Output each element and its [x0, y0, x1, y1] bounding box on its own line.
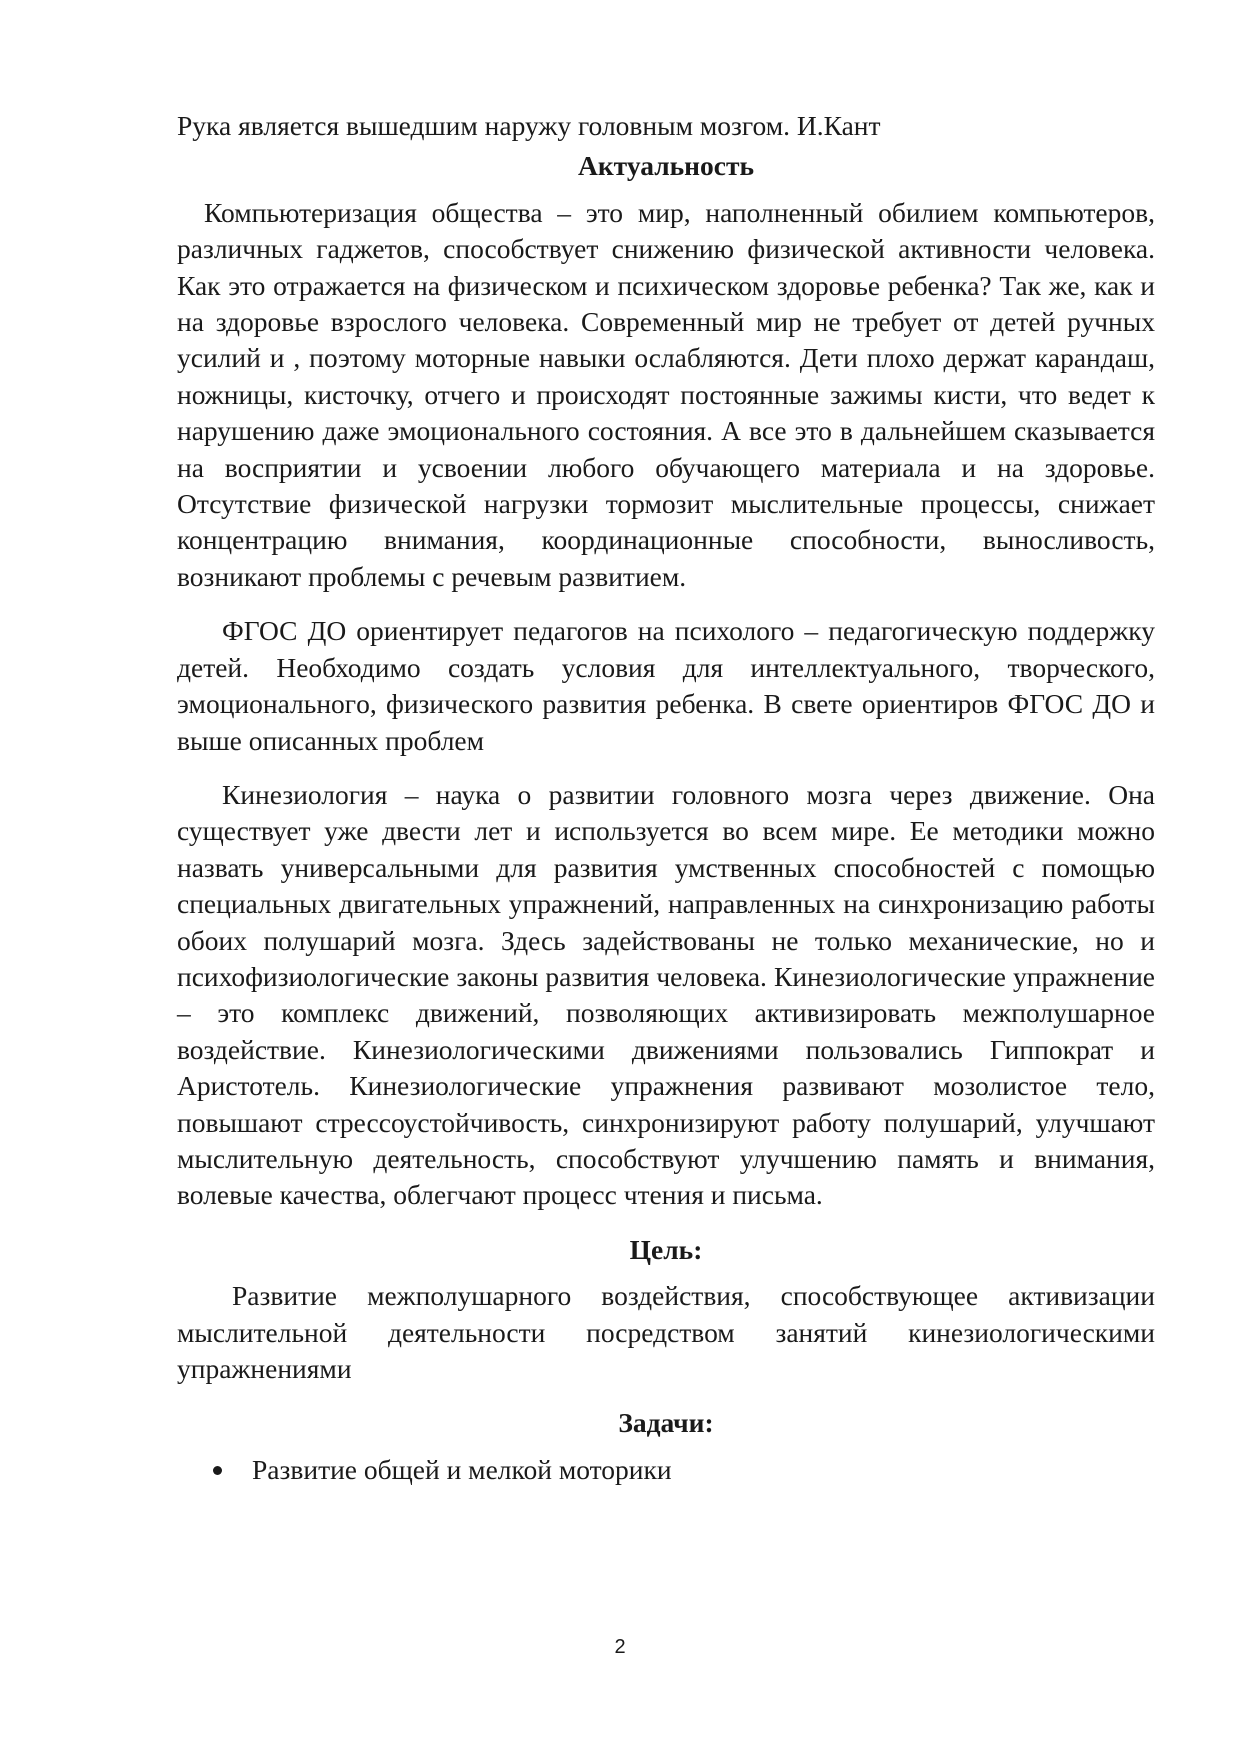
goal-text: Развитие межполушарного воздействия, способствующее активизации мыслительной деятельности посредством занятий кинезиологическими упражнениями — [177, 1280, 1155, 1384]
tasks-section — [177, 1405, 1155, 1488]
task-item-text: Развитие общей и мелкой моторики — [252, 1453, 672, 1485]
relevance-paragraph-1: Компьютеризация общества – это мир, наполненный обилием компьютеров, различных гаджетов, способствует снижению физической активности человека. Как это отражается на физическом и психическом здоровье ребенка? Так же, как и на здоровье взрослого человека. Современный мир не требует от детей ручных усилий и , поэтому моторные навыки ослабляются. Дети плохо держат карандаш, ножницы, кисточку, отчего и происходят постоянные зажимы кисти, что ведет к нарушению даже эмоционального состояния. А все это в дальнейшем сказывается на восприятии и усвоении любого обучающего материала и на здоровье. Отсутствие физической нагрузки тормозит мыслительные процессы, снижает концентрацию внимания, координационные способности, выносливость, возникают проблемы с речевым развитием. — [177, 196, 1155, 592]
tasks-heading: Задачи: — [618, 1407, 714, 1439]
relevance-heading: Актуальность — [577, 150, 755, 182]
goal-section — [177, 1232, 1155, 1388]
task-list — [177, 1452, 1155, 1488]
relevance-paragraph-2: ФГОС ДО ориентирует педагогов на психолого – педагогическую поддержку детей. Необходимо создать условия для интеллектуального, творческого, эмоциональногo, физического развития ребенка. В свете ориентиров ФГОС ДО и выше описанных проблем — [177, 615, 1155, 756]
goal-heading: Цель: — [629, 1233, 703, 1265]
bullet-icon — [213, 1466, 222, 1475]
epigraph: Рука является вышедшим наружу головным мозгом. И.Кант — [177, 110, 881, 141]
relevance-paragraph-3: Кинезиология – наука о развитии головного мозга через движение. Она существует уже двести лет и используется во всем мире. Ее методики можно назвать универсальными для развития умственных способностей с помощью специальных двигательных упражнений, направленных на синхронизацию работы обоих полушарий мозга. Здесь задействованы не только механические, но и психофизиологические законы развития человека. Кинезиологические упражнение – это комплекс движений, позволяющих активизировать межполушарное воздействие. Кинезиологическими движениями пользовались Гиппократ и Аристотель. Кинезиологические упражнения развивают мозолистое тело, повышают стрессоустойчивость, синхронизируют работу полушарий, улучшают мыслительную деятельность, способствуют улучшению память и внимания, волевые качества, облегчают процесс чтения и письма. — [177, 778, 1155, 1211]
page-number: 2 — [614, 1636, 626, 1658]
document-page — [177, 108, 1155, 1488]
task-item — [177, 1452, 1155, 1488]
